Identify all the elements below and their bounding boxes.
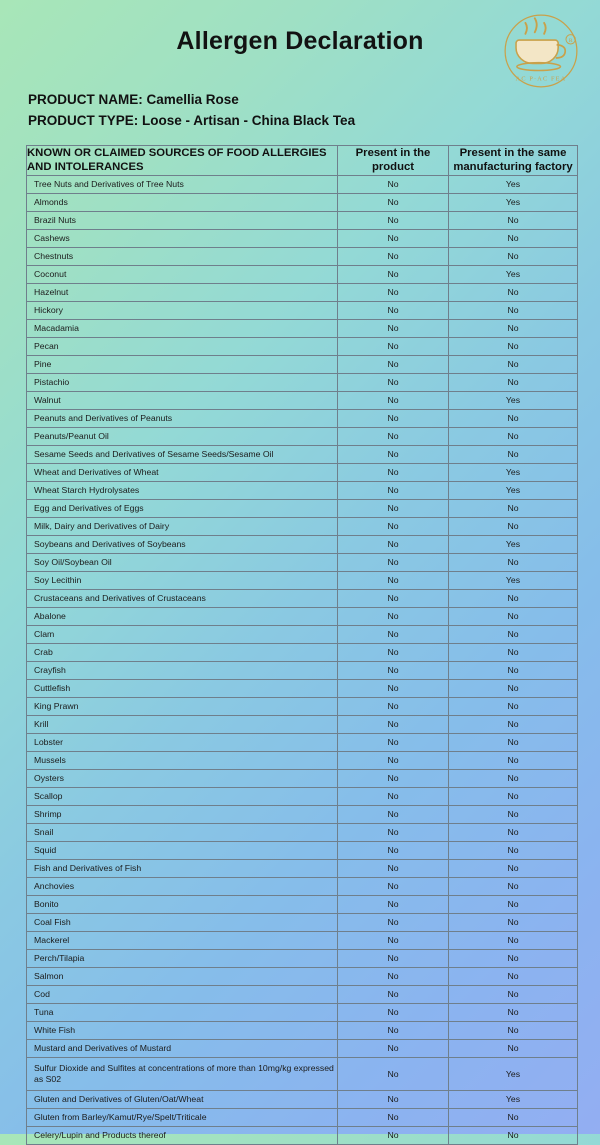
table-row [27, 553, 578, 571]
allergen-name-cell: Coconut [27, 265, 338, 283]
table-row [27, 643, 578, 661]
present-in-product-cell: No [338, 463, 449, 481]
present-in-factory-cell: No [449, 823, 578, 841]
table-row [27, 427, 578, 445]
allergen-name-cell: Cod [27, 985, 338, 1003]
table-row [27, 805, 578, 823]
present-in-product-cell: No [338, 769, 449, 787]
present-in-factory-cell: Yes [449, 265, 578, 283]
table-row [27, 571, 578, 589]
present-in-product-cell: No [338, 787, 449, 805]
present-in-factory-cell: No [449, 319, 578, 337]
present-in-factory-cell: No [449, 1021, 578, 1039]
allergen-name-cell: Abalone [27, 607, 338, 625]
allergen-name-cell: Crab [27, 643, 338, 661]
table-row [27, 175, 578, 193]
allergen-name-cell: Wheat Starch Hydrolysates [27, 481, 338, 499]
allergen-name-cell: Milk, Dairy and Derivatives of Dairy [27, 517, 338, 535]
present-in-factory-cell: No [449, 787, 578, 805]
present-in-product-cell: No [338, 985, 449, 1003]
table-row [27, 1090, 578, 1108]
present-in-product-cell: No [338, 427, 449, 445]
allergen-name-cell: Pistachio [27, 373, 338, 391]
product-info [28, 90, 574, 132]
allergen-name-cell: Walnut [27, 391, 338, 409]
allergen-name-cell: Brazil Nuts [27, 211, 338, 229]
present-in-product-cell: No [338, 247, 449, 265]
present-in-product-cell: No [338, 607, 449, 625]
present-in-factory-cell: Yes [449, 391, 578, 409]
present-in-product-cell: No [338, 373, 449, 391]
table-row [27, 985, 578, 1003]
present-in-product-cell: No [338, 517, 449, 535]
present-in-product-cell: No [338, 319, 449, 337]
allergen-name-cell: Anchovies [27, 877, 338, 895]
present-in-product-cell: No [338, 751, 449, 769]
table-row [27, 823, 578, 841]
present-in-factory-cell: No [449, 1126, 578, 1144]
allergen-name-cell: Gluten from Barley/Kamut/Rye/Spelt/Triticale [27, 1108, 338, 1126]
allergen-name-cell: Mackerel [27, 931, 338, 949]
table-row [27, 463, 578, 481]
allergen-name-cell: Mussels [27, 751, 338, 769]
allergen-name-cell: Perch/Tilapia [27, 949, 338, 967]
table-row [27, 625, 578, 643]
table-row [27, 697, 578, 715]
table-row [27, 607, 578, 625]
product-name-value: Camellia Rose [146, 92, 239, 107]
present-in-factory-cell: No [449, 949, 578, 967]
table-row [27, 913, 578, 931]
present-in-factory-cell: No [449, 301, 578, 319]
allergen-name-cell: Peanuts/Peanut Oil [27, 427, 338, 445]
present-in-factory-cell: No [449, 1003, 578, 1021]
present-in-factory-cell: Yes [449, 535, 578, 553]
allergen-name-cell: Gluten and Derivatives of Gluten/Oat/Wheat [27, 1090, 338, 1108]
present-in-product-cell: No [338, 337, 449, 355]
allergen-name-cell: White Fish [27, 1021, 338, 1039]
present-in-product-cell: No [338, 571, 449, 589]
present-in-product-cell: No [338, 1003, 449, 1021]
product-name-label: PRODUCT NAME: [28, 92, 143, 107]
table-row [27, 535, 578, 553]
present-in-factory-cell: No [449, 715, 578, 733]
header-present-in-product: Present in the product [338, 145, 449, 175]
table-row [27, 877, 578, 895]
present-in-product-cell: No [338, 589, 449, 607]
present-in-factory-cell: No [449, 931, 578, 949]
allergen-name-cell: Oysters [27, 769, 338, 787]
present-in-product-cell: No [338, 949, 449, 967]
table-row [27, 1003, 578, 1021]
present-in-product-cell: No [338, 913, 449, 931]
present-in-product-cell: No [338, 1057, 449, 1090]
table-row [27, 391, 578, 409]
table-row [27, 733, 578, 751]
allergen-name-cell: Cashews [27, 229, 338, 247]
allergen-name-cell: Chestnuts [27, 247, 338, 265]
allergen-name-cell: Pecan [27, 337, 338, 355]
allergen-name-cell: Sesame Seeds and Derivatives of Sesame Seeds/Sesame Oil [27, 445, 338, 463]
allergen-name-cell: Hazelnut [27, 283, 338, 301]
present-in-factory-cell: No [449, 661, 578, 679]
table-row [27, 751, 578, 769]
table-row [27, 1108, 578, 1126]
table-row [27, 589, 578, 607]
table-row [27, 1057, 578, 1090]
present-in-product-cell: No [338, 283, 449, 301]
allergen-name-cell: Pine [27, 355, 338, 373]
present-in-factory-cell: No [449, 697, 578, 715]
allergen-table-body [27, 175, 578, 1144]
table-row [27, 967, 578, 985]
present-in-product-cell: No [338, 931, 449, 949]
present-in-factory-cell: No [449, 841, 578, 859]
present-in-factory-cell: No [449, 589, 578, 607]
allergen-name-cell: King Prawn [27, 697, 338, 715]
allergen-name-cell: Crustaceans and Derivatives of Crustaceans [27, 589, 338, 607]
present-in-factory-cell: No [449, 409, 578, 427]
present-in-product-cell: No [338, 661, 449, 679]
allergen-name-cell: Scallop [27, 787, 338, 805]
present-in-factory-cell: No [449, 625, 578, 643]
present-in-factory-cell: Yes [449, 193, 578, 211]
present-in-factory-cell: No [449, 967, 578, 985]
allergen-name-cell: Soybeans and Derivatives of Soybeans [27, 535, 338, 553]
table-header-row [27, 145, 578, 175]
present-in-product-cell: No [338, 391, 449, 409]
page-title: Allergen Declaration [176, 27, 424, 55]
present-in-factory-cell: No [449, 877, 578, 895]
present-in-product-cell: No [338, 301, 449, 319]
present-in-product-cell: No [338, 805, 449, 823]
present-in-factory-cell: No [449, 427, 578, 445]
allergen-name-cell: Crayfish [27, 661, 338, 679]
allergen-name-cell: Macadamia [27, 319, 338, 337]
present-in-factory-cell: No [449, 355, 578, 373]
table-row [27, 445, 578, 463]
table-row [27, 949, 578, 967]
present-in-product-cell: No [338, 409, 449, 427]
present-in-product-cell: No [338, 679, 449, 697]
allergen-name-cell: Fish and Derivatives of Fish [27, 859, 338, 877]
present-in-factory-cell: No [449, 607, 578, 625]
present-in-factory-cell: Yes [449, 1057, 578, 1090]
table-row [27, 193, 578, 211]
present-in-factory-cell: No [449, 283, 578, 301]
allergen-name-cell: Cuttlefish [27, 679, 338, 697]
present-in-factory-cell: No [449, 229, 578, 247]
table-row [27, 319, 578, 337]
present-in-product-cell: No [338, 1126, 449, 1144]
allergen-name-cell: Wheat and Derivatives of Wheat [27, 463, 338, 481]
present-in-product-cell: No [338, 877, 449, 895]
present-in-product-cell: No [338, 211, 449, 229]
present-in-product-cell: No [338, 733, 449, 751]
allergen-name-cell: Salmon [27, 967, 338, 985]
present-in-factory-cell: No [449, 247, 578, 265]
allergen-name-cell: Hickory [27, 301, 338, 319]
table-row [27, 229, 578, 247]
allergen-table [26, 145, 578, 1145]
table-row [27, 841, 578, 859]
table-row [27, 337, 578, 355]
present-in-factory-cell: No [449, 553, 578, 571]
header-allergen-source: KNOWN OR CLAIMED SOURCES OF FOOD ALLERGIES AND INTOLERANCES [27, 145, 338, 175]
table-row [27, 481, 578, 499]
allergen-name-cell: Coal Fish [27, 913, 338, 931]
present-in-product-cell: No [338, 265, 449, 283]
present-in-factory-cell: No [449, 373, 578, 391]
present-in-factory-cell: No [449, 751, 578, 769]
present-in-product-cell: No [338, 643, 449, 661]
present-in-product-cell: No [338, 193, 449, 211]
present-in-product-cell: No [338, 859, 449, 877]
present-in-factory-cell: No [449, 859, 578, 877]
present-in-factory-cell: Yes [449, 1090, 578, 1108]
present-in-factory-cell: No [449, 445, 578, 463]
present-in-product-cell: No [338, 625, 449, 643]
allergen-name-cell: Bonito [27, 895, 338, 913]
present-in-product-cell: No [338, 535, 449, 553]
present-in-factory-cell: No [449, 1039, 578, 1057]
present-in-product-cell: No [338, 895, 449, 913]
table-row [27, 499, 578, 517]
table-row [27, 301, 578, 319]
allergen-name-cell: Sulfur Dioxide and Sulfites at concentrations of more than 10mg/kg expressed as S02 [27, 1057, 338, 1090]
allergen-name-cell: Tree Nuts and Derivatives of Tree Nuts [27, 175, 338, 193]
allergen-name-cell: Almonds [27, 193, 338, 211]
product-type-line [28, 111, 574, 132]
present-in-product-cell: No [338, 1108, 449, 1126]
allergen-name-cell: Soy Oil/Soybean Oil [27, 553, 338, 571]
allergen-table-head [27, 145, 578, 175]
allergen-name-cell: Lobster [27, 733, 338, 751]
table-row [27, 931, 578, 949]
table-row [27, 679, 578, 697]
present-in-product-cell: No [338, 481, 449, 499]
table-row [27, 859, 578, 877]
teacup-logo [502, 12, 580, 90]
allergen-name-cell: Peanuts and Derivatives of Peanuts [27, 409, 338, 427]
svg-text:R: R [568, 38, 573, 45]
present-in-factory-cell: No [449, 985, 578, 1003]
present-in-factory-cell: Yes [449, 463, 578, 481]
allergen-name-cell: Celery/Lupin and Products thereof [27, 1126, 338, 1144]
present-in-product-cell: No [338, 553, 449, 571]
allergen-name-cell: Mustard and Derivatives of Mustard [27, 1039, 338, 1057]
table-row [27, 355, 578, 373]
allergen-name-cell: Shrimp [27, 805, 338, 823]
present-in-factory-cell: No [449, 895, 578, 913]
present-in-factory-cell: Yes [449, 481, 578, 499]
table-row [27, 247, 578, 265]
present-in-factory-cell: No [449, 769, 578, 787]
present-in-product-cell: No [338, 715, 449, 733]
present-in-factory-cell: Yes [449, 175, 578, 193]
allergen-name-cell: Snail [27, 823, 338, 841]
present-in-factory-cell: No [449, 733, 578, 751]
present-in-product-cell: No [338, 229, 449, 247]
allergen-name-cell: Egg and Derivatives of Eggs [27, 499, 338, 517]
present-in-product-cell: No [338, 967, 449, 985]
table-row [27, 211, 578, 229]
table-row [27, 283, 578, 301]
present-in-product-cell: No [338, 1021, 449, 1039]
product-type-label: PRODUCT TYPE: [28, 112, 139, 128]
present-in-product-cell: No [338, 445, 449, 463]
present-in-factory-cell: No [449, 913, 578, 931]
allergen-name-cell: Tuna [27, 1003, 338, 1021]
allergen-name-cell: Krill [27, 715, 338, 733]
present-in-product-cell: No [338, 1090, 449, 1108]
present-in-product-cell: No [338, 355, 449, 373]
header-present-in-factory: Present in the same manufacturing factory [449, 145, 578, 175]
allergen-name-cell: Clam [27, 625, 338, 643]
table-row [27, 265, 578, 283]
table-row [27, 661, 578, 679]
present-in-factory-cell: No [449, 643, 578, 661]
table-row [27, 409, 578, 427]
present-in-factory-cell: No [449, 211, 578, 229]
product-type-value: Loose - Artisan - China Black Tea [142, 112, 356, 128]
present-in-factory-cell: No [449, 337, 578, 355]
present-in-product-cell: No [338, 697, 449, 715]
table-row [27, 517, 578, 535]
present-in-product-cell: No [338, 1039, 449, 1057]
table-row [27, 895, 578, 913]
svg-text:AC P·AC FEA: AC P·AC FEA [515, 75, 567, 83]
table-row [27, 1126, 578, 1144]
table-row [27, 1021, 578, 1039]
present-in-product-cell: No [338, 823, 449, 841]
present-in-factory-cell: No [449, 805, 578, 823]
present-in-factory-cell: No [449, 499, 578, 517]
allergen-name-cell: Soy Lecithin [27, 571, 338, 589]
present-in-factory-cell: No [449, 679, 578, 697]
table-row [27, 787, 578, 805]
allergen-name-cell: Squid [27, 841, 338, 859]
present-in-factory-cell: No [449, 1108, 578, 1126]
table-row [27, 715, 578, 733]
table-row [27, 1039, 578, 1057]
present-in-product-cell: No [338, 841, 449, 859]
present-in-product-cell: No [338, 175, 449, 193]
table-row [27, 769, 578, 787]
present-in-factory-cell: No [449, 517, 578, 535]
product-name-line [28, 90, 574, 111]
present-in-product-cell: No [338, 499, 449, 517]
table-row [27, 373, 578, 391]
present-in-factory-cell: Yes [449, 571, 578, 589]
